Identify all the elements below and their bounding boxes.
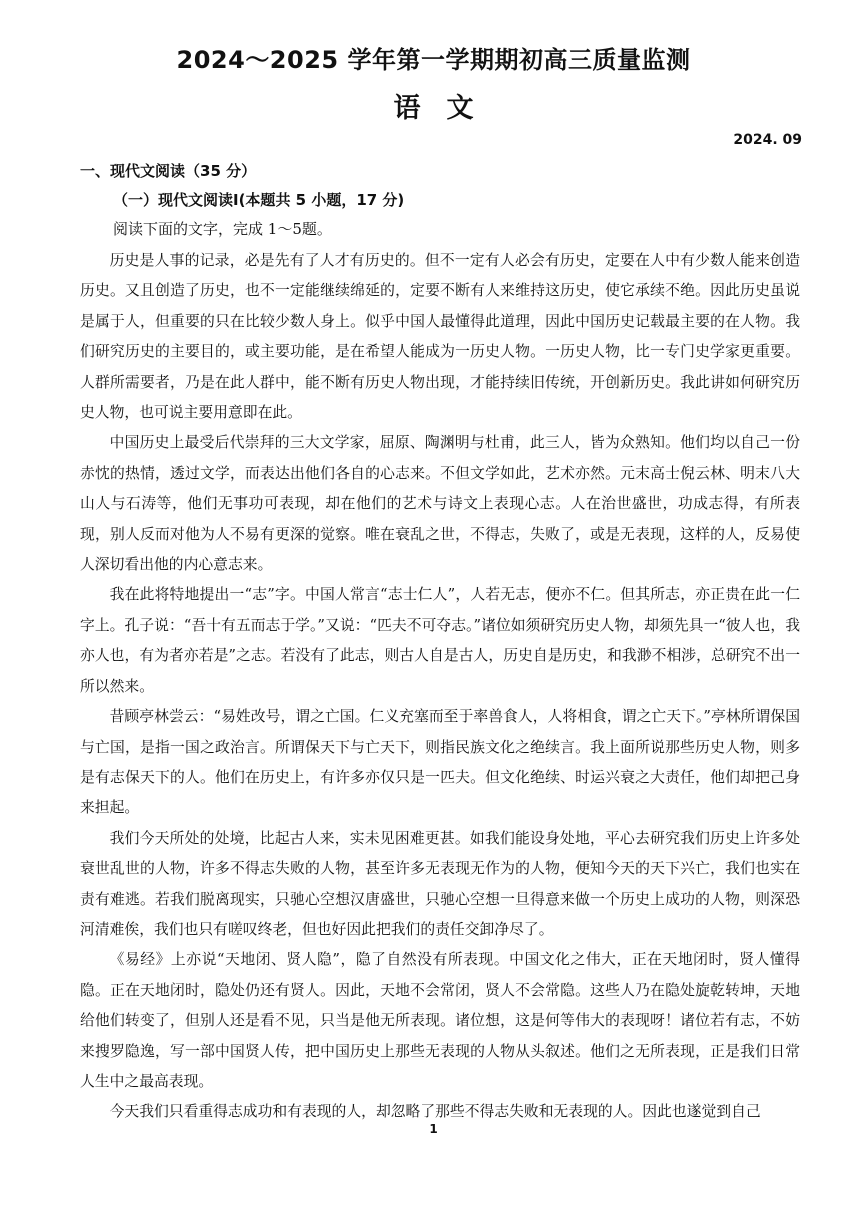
section-heading: 一、现代文阅读（35 分）	[80, 162, 257, 180]
passage-body	[80, 246, 800, 1128]
passage-paragraph: 历史是人事的记录，必是先有了人才有历史的。但不一定有人必会有历史，定要在人中有少数人能来创造历史。又且创造了历史，也不一定能继续绵延的，定要不断有人来维持这历史，使它承续不绝。因此历史虽说是属于人，但重要的只在比较少数人身上。似乎中国人最懂得此道理，因此中国历史记载最主要的在人物。我们研究历史的主要目的，或主要功能，是在希望人能成为一历史人物。一历史人物，比一专门史学家更重要。人群所需要者，乃是在此人群中，能不断有历史人物出现，才能持续旧传统，开创新历史。我此讲如何研究历史人物，也可说主要用意即在此。	[80, 252, 800, 422]
passage-paragraph: 我们今天所处的处境，比起古人来，实未见困难更甚。如我们能设身处地，平心去研究我们历史上许多处衰世乱世的人物，许多不得志失败的人物，甚至许多无表现无作为的人物，便知今天的天下兴亡，我们也实在责有难逃。若我们脱离现实，只驰心空想汉唐盛世，只驰心空想一旦得意来做一个历史上成功的人物，则深恐河清难俟，我们也只有嗟叹终老，但也好因此把我们的责任交卸净尽了。	[80, 829, 800, 938]
exam-title: 2024～2025 学年第一学期期初高三质量监测	[176, 46, 691, 74]
passage-paragraph: 昔顾亭林尝云：“易姓改号，谓之亡国。仁义充塞而至于率兽食人，人将相食，谓之亡天下。”亭林所谓保国与亡国，是指一国之政治言。所谓保天下与亡天下，则指民族文化之绝续言。我上面所说那些历史人物，则多是有志保天下的人。他们在历史上，有许多亦仅只是一匹夫。但文化绝续、时运兴衰之大责任，他们却把己身来担起。	[80, 708, 800, 817]
passage-paragraph: 我在此将特地提出一“志”字。中国人常言“志士仁人”，人若无志，便亦不仁。但其所志，亦正贵在此一仁字上。孔子说：“吾十有五而志于学。”又说：“匹夫不可夺志。”诸位如须研究历史人物，却须先具一“彼人也，我亦人也，有为者亦若是”之志。若没有了此志，则古人自是古人，历史自是历史，和我渺不相涉，总研究不出一所以然来。	[80, 586, 800, 695]
passage-paragraph: 《易经》上亦说“天地闭、贤人隐”，隐了自然没有所表现。中国文化之伟大，正在天地闭时，贤人懂得隐。正在天地闭时，隐处仍还有贤人。因此，天地不会常闭，贤人不会常隐。这些人乃在隐处旋乾转坤，天地给他们转变了，但别人还是看不见，只当是他无所表现。诸位想，这是何等伟大的表现呀！诸位若有志，不妨来搜罗隐逸，写一部中国贤人传，把中国历史上那些无表现的人物从头叙述。他们之无所表现，正是我们日常人生中之最高表现。	[80, 951, 800, 1090]
exam-date: 2024. 09	[733, 132, 802, 148]
passage-paragraph: 今天我们只看重得志成功和有表现的人，却忽略了那些不得志失败和无表现的人。因此也遂觉到自己	[109, 1103, 761, 1121]
subject-heading: 语文	[393, 93, 500, 124]
reading-instruction: 阅读下面的文字，完成 1～5题。	[113, 220, 332, 238]
passage-paragraph: 中国历史上最受后代崇拜的三大文学家，屈原、陶渊明与杜甫，此三人，皆为众熟知。他们均以自己一份赤忱的热情，透过文学，而表达出他们各自的心志来。不但文学如此，艺术亦然。元末高士倪云林、明末八大山人与石涛等，他们无事功可表现，却在他们的艺术与诗文上表现心志。人在治世盛世，功成志得，有所表现，别人反而对他为人不易有更深的觉察。唯在衰乱之世，不得志，失败了，或是无表现，这样的人，反易使人深切看出他的内心意志来。	[80, 434, 800, 574]
page-number: 1	[429, 1122, 438, 1136]
subsection-heading: （一）现代文阅读Ⅰ(本题共 5 小题，17 分)	[113, 191, 405, 209]
